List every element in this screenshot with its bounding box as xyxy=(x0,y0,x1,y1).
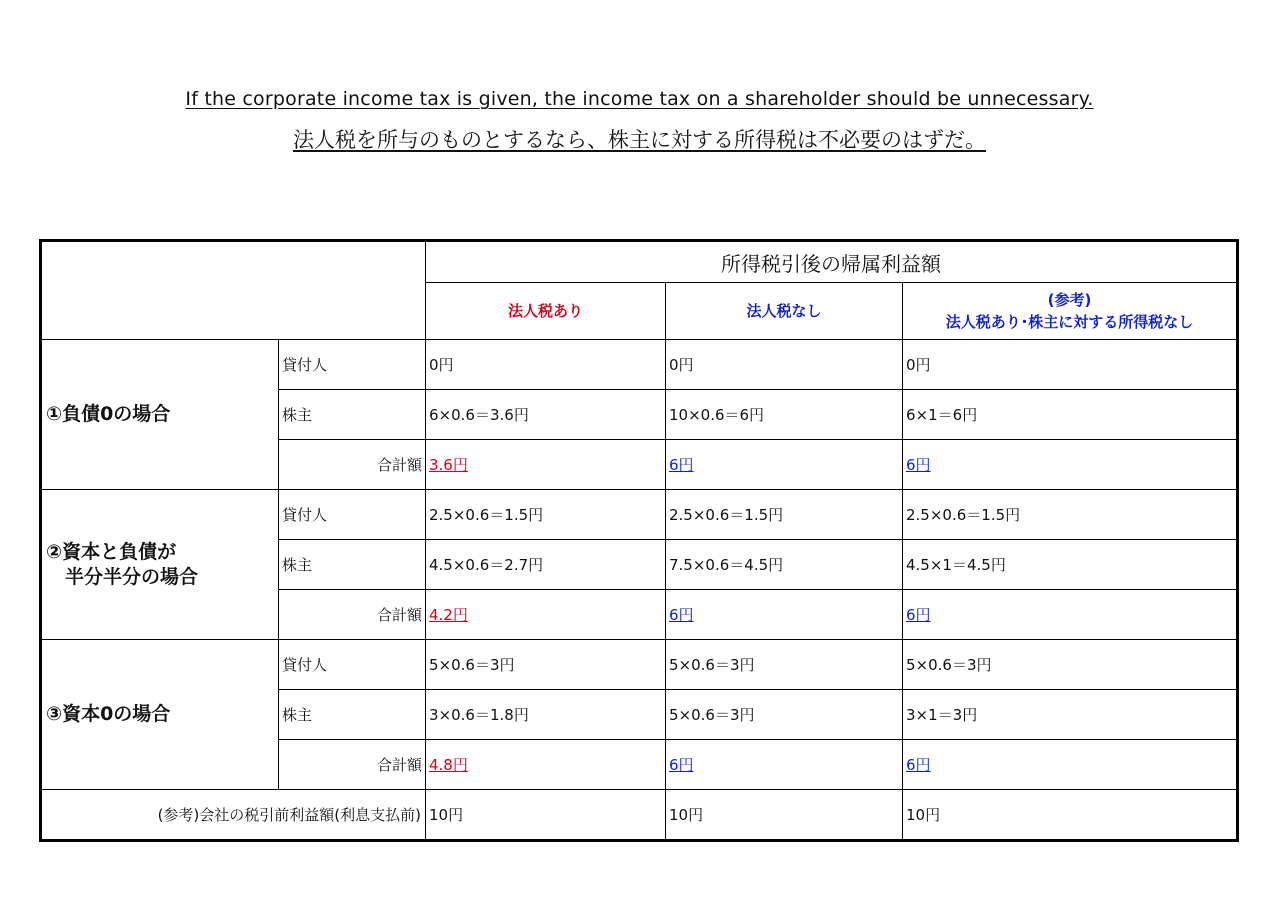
value-cell: 0円 xyxy=(426,340,666,390)
value-cell: 5×0.6＝3円 xyxy=(426,640,666,690)
value-cell: 10円 xyxy=(903,790,1238,841)
value-cell: 7.5×0.6＝4.5円 xyxy=(666,540,903,590)
table-row xyxy=(41,340,1238,390)
total-label: 合計額 xyxy=(279,590,426,640)
value-cell: 5×0.6＝3円 xyxy=(666,690,903,740)
value-cell: 0円 xyxy=(666,340,903,390)
total-cell xyxy=(903,440,1238,490)
role-shareholder: 株主 xyxy=(279,690,426,740)
table-row xyxy=(41,640,1238,690)
column-header-with-corporate-tax: 法人税あり xyxy=(426,283,666,340)
value-cell: 10×0.6＝6円 xyxy=(666,390,903,440)
total-value: 4.8円 xyxy=(429,756,468,774)
value-cell: 2.5×0.6＝1.5円 xyxy=(666,490,903,540)
header-corner-cell xyxy=(41,241,426,340)
case-label-line1: ③資本0の場合 xyxy=(46,703,171,725)
value-cell: 2.5×0.6＝1.5円 xyxy=(903,490,1238,540)
reference-header-line1: (参考) xyxy=(1047,291,1092,309)
total-cell xyxy=(666,590,903,640)
tax-comparison-table xyxy=(39,239,1239,842)
case-label-line1: ①負債0の場合 xyxy=(46,403,171,425)
reference-row-label: (参考)会社の税引前利益額(利息支払前) xyxy=(41,790,426,841)
value-cell: 2.5×0.6＝1.5円 xyxy=(426,490,666,540)
column-header-without-corporate-tax: 法人税なし xyxy=(666,283,903,340)
total-cell xyxy=(666,740,903,790)
page-title-japanese xyxy=(0,124,1279,154)
value-cell: 10円 xyxy=(666,790,903,841)
title-en-text: If the corporate income tax is given, the income tax on a shareholder should be unnecessary. xyxy=(185,88,1094,110)
value-cell: 4.5×1＝4.5円 xyxy=(903,540,1238,590)
value-cell: 6×0.6＝3.6円 xyxy=(426,390,666,440)
total-value: 6円 xyxy=(906,606,931,624)
role-shareholder: 株主 xyxy=(279,390,426,440)
total-value: 6円 xyxy=(669,606,694,624)
value-cell: 5×0.6＝3円 xyxy=(903,640,1238,690)
total-value: 4.2円 xyxy=(429,606,468,624)
value-cell: 6×1＝6円 xyxy=(903,390,1238,440)
total-value: 6円 xyxy=(669,756,694,774)
reference-row xyxy=(41,790,1238,841)
role-shareholder: 株主 xyxy=(279,540,426,590)
total-cell xyxy=(426,740,666,790)
total-value: 6円 xyxy=(669,456,694,474)
total-cell xyxy=(426,590,666,640)
total-cell xyxy=(903,740,1238,790)
title-jp-text: 法人税を所与のものとするなら、株主に対する所得税は不必要のはずだ。 xyxy=(293,128,986,152)
value-cell: 10円 xyxy=(426,790,666,841)
case-label xyxy=(41,490,279,640)
total-cell xyxy=(666,440,903,490)
total-label: 合計額 xyxy=(279,440,426,490)
role-lender: 貸付人 xyxy=(279,490,426,540)
value-cell: 5×0.6＝3円 xyxy=(666,640,903,690)
case-label-line2: 半分半分の場合 xyxy=(46,565,199,588)
total-value: 6円 xyxy=(906,456,931,474)
table-row xyxy=(41,490,1238,540)
case-label xyxy=(41,640,279,790)
role-lender: 貸付人 xyxy=(279,340,426,390)
value-cell: 4.5×0.6＝2.7円 xyxy=(426,540,666,590)
column-header-reference xyxy=(903,283,1238,340)
value-cell: 3×0.6＝1.8円 xyxy=(426,690,666,740)
total-cell xyxy=(903,590,1238,640)
value-cell: 3×1＝3円 xyxy=(903,690,1238,740)
case-label xyxy=(41,340,279,490)
total-value: 6円 xyxy=(906,756,931,774)
value-cell: 0円 xyxy=(903,340,1238,390)
total-cell xyxy=(426,440,666,490)
page-title-english xyxy=(0,88,1279,110)
total-label: 合計額 xyxy=(279,740,426,790)
group-header: 所得税引後の帰属利益額 xyxy=(426,241,1238,283)
reference-header-line2: 法人税あり･株主に対する所得税なし xyxy=(945,313,1194,331)
case-label-line1: ②資本と負債が xyxy=(46,540,177,563)
total-value: 3.6円 xyxy=(429,456,468,474)
role-lender: 貸付人 xyxy=(279,640,426,690)
